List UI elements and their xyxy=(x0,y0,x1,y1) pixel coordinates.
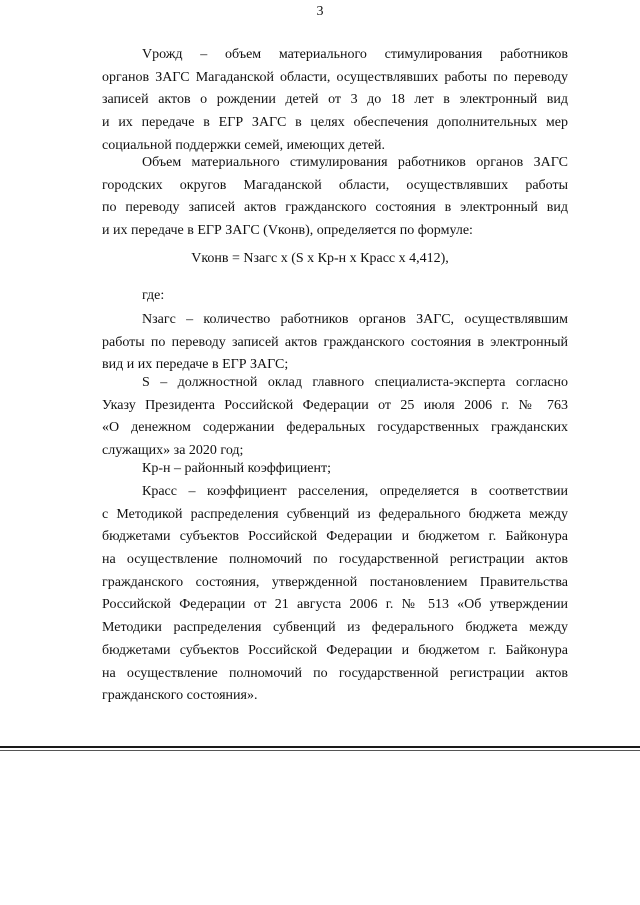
paragraph-vrozhd xyxy=(102,44,568,157)
text-line: записей актов о рождении детей от 3 до 18 лет в электронный вид xyxy=(102,92,568,108)
text-line: бюджетами субъектов Российской Федерации и бюджетом г. Байконура xyxy=(102,529,568,545)
definition-s xyxy=(102,372,568,463)
text-line: Методики распределения субвенций из федерального бюджета между xyxy=(102,620,568,636)
definition-nzags xyxy=(102,309,568,377)
text-line: бюджетами субъектов Российской Федерации и бюджетом г. Байконура xyxy=(102,642,568,658)
text-line: Кр-н – районный коэффициент; xyxy=(142,461,332,476)
where-label: где: xyxy=(142,288,165,303)
text-line: городских округов Магаданской области, осуществлявших работы xyxy=(102,177,568,193)
text-line: Nзагс – количество работников органов ЗАГС, осуществлявшим xyxy=(142,312,568,327)
text-line: Российской Федерации от 21 августа 2006 г. № 513 «Об утверждении xyxy=(102,597,568,613)
text-line: гражданского состояния». xyxy=(102,688,258,704)
text-line: Указу Президента Российской Федерации от 25 июля 2006 г. № 763 xyxy=(102,397,568,413)
text-line: на осуществление полномочий по государственной регистрации актов xyxy=(102,665,568,681)
formula: Vконв = Nзагс х (S х Кр-н х Красс х 4,412), xyxy=(191,251,449,266)
text-line: Объем материального стимулирования работников органов ЗАГС xyxy=(142,155,568,170)
text-line: служащих» за 2020 год; xyxy=(102,443,244,459)
text-line: Vрожд – объем материального стимулирования работников xyxy=(142,47,568,62)
text-line: с Методикой распределения субвенций из федерального бюджета между xyxy=(102,506,568,522)
text-line: вид и их передаче в ЕГР ЗАГС; xyxy=(102,357,289,373)
paragraph-vkonv-intro xyxy=(102,152,568,243)
text-line: Красс – коэффициент расселения, определяется в соответствии xyxy=(142,484,568,499)
text-line: и их передаче в ЕГР ЗАГС в целях обеспечения дополнительных мер xyxy=(102,115,568,131)
definition-krass xyxy=(102,481,568,708)
text-line: и их передаче в ЕГР ЗАГС (Vконв), определяется по формуле: xyxy=(102,223,473,239)
footer-divider-shadow xyxy=(0,750,640,751)
definition-krn xyxy=(102,458,568,481)
text-line: «О денежном содержании федеральных государственных гражданских xyxy=(102,420,568,436)
text-line: работы по переводу записей актов гражданского состояния в электронный xyxy=(102,334,568,350)
text-line: на осуществление полномочий по государственной регистрации актов xyxy=(102,552,568,568)
text-line: гражданского состояния, утвержденной постановлением Правительства xyxy=(102,574,568,590)
text-line: социальной поддержки семей, имеющих детей. xyxy=(102,137,386,153)
text-line: S – должностной оклад главного специалиста-эксперта согласно xyxy=(142,375,568,390)
text-line: по переводу записей актов гражданского состояния в электронный вид xyxy=(102,200,568,216)
footer-divider xyxy=(0,746,640,748)
page-number: 3 xyxy=(316,4,324,19)
text-line: органов ЗАГС Магаданской области, осуществлявших работы по переводу xyxy=(102,69,568,85)
